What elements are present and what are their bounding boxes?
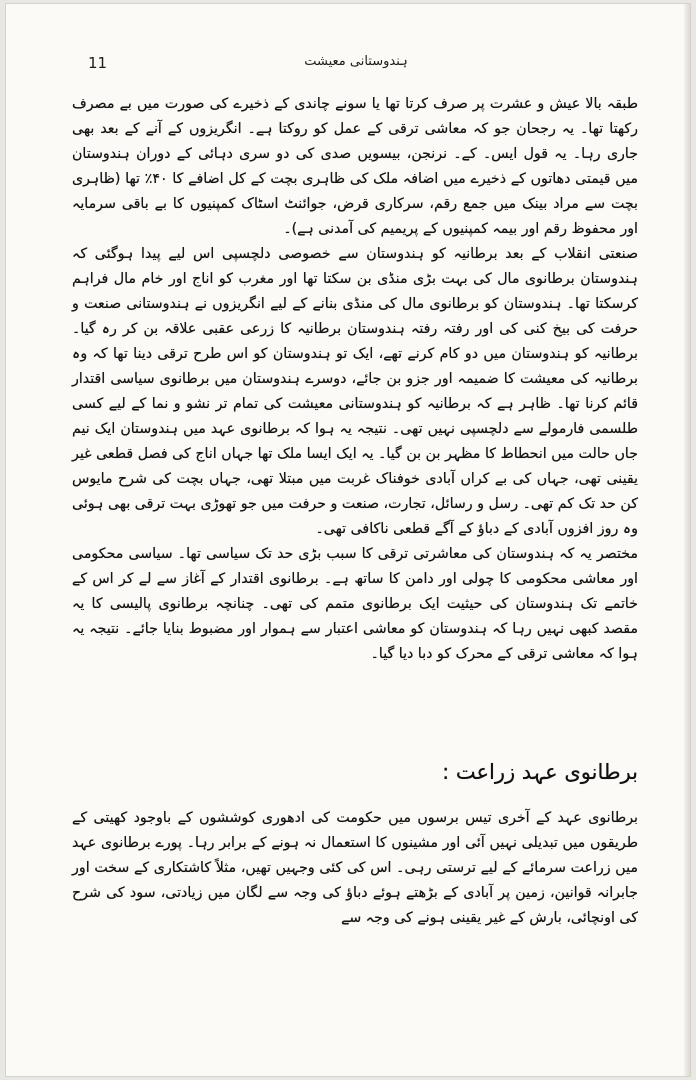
paragraph-3: مختصر یہ کہ ہندوستان کی معاشرتی ترقی کا سبب بڑی حد تک سیاسی تھا۔ سیاسی محکومی اور معاشی محکومی کا چولی اور دامن کا ساتھ ہے۔ برطانوی اقتدار کے آغاز سے لے کر اس کے خاتمے تک ہندوستان کی حیثیت ایک برطانوی متمم کی تھی۔ چنانچہ برطانوی پالیسی کا یہ مقصد کبھی نہیں رہا کہ ہندوستان کو معاشی اعتبار سے ہموار اور مضبوط بنایا جائے۔ نتیجہ یہ ہوا کہ معاشی ترقی کے محرک کو دبا دیا گیا۔ bbox=[72, 546, 638, 662]
section-paragraph: برطانوی عہد کے آخری تیس برسوں میں حکومت کی ادھوری کوششوں کے باوجود کھیتی کے طریقوں میں تبدیلی نہیں آئی اور مشینوں کا استعمال نہ ہونے کے برابر رہا۔ پورے برطانوی عہد میں زراعت سرمائے کے لیے ترستی رہی۔ اس کی کئی وجہیں تھیں، مثلاً کاشتکاری کے سخت اور جابرانہ قوانین، زمین پر آبادی کے بڑھتے ہوئے دباؤ کی وجہ سے لگان میں زیادتی، سود کی شرح کی اونچائی، بارش کے غیر یقینی ہونے کی وجہ سے bbox=[72, 810, 638, 926]
paragraph-2: صنعتی انقلاب کے بعد برطانیہ کو ہندوستان سے خصوصی دلچسپی اس لیے پیدا ہوگئی کہ ہندوستان برطانوی مال کی بہت بڑی منڈی بن سکتا تھا اور مغرب کو اناج اور خام مال فراہم کرسکتا تھا۔ ہندوستان کو برطانوی مال کی منڈی بنانے کے لیے انگریزوں نے ہندوستانی صنعت و حرفت کی بیخ کنی کی اور رفتہ رفتہ ہندوستان برطانیہ کا زرعی عقبی علاقہ بن کر رہ گیا۔ برطانیہ کو ہندوستان میں دو کام کرنے تھے، ایک تو ہندوستان کو اس طرح ترقی دینا تھا کہ وہ برطانیہ کی معیشت کا ضمیمہ اور جزو بن جائے، دوسرے ہندوستان میں برطانوی سیاسی اقتدار قائم کرنا تھا۔ ظاہر ہے کہ برطانیہ کو ہندوستانی معیشت کی تمام تر نشو و نما کے لیے کسی طلسمی فارمولے سے دلچسپی نہیں تھی۔ نتیجہ یہ ہوا کہ برطانوی عہد میں ہندوستان ایک نیم جاں حالت میں انحطاط کا مظہر بن بن گیا۔ یہ ایک ایسا ملک تھا جہاں اناج کی فصل قطعی غیر یقینی تھی، جہاں کی بے کراں آبادی خوفناک غربت میں مبتلا تھی، جہاں بچت کی شرح مایوس کن حد تک کم تھی۔ رسل و رسائل، تجارت، صنعت و حرفت میں جو تھوڑی بہت ترقی بھی ہوئی وہ روز افزوں آبادی کے دباؤ کے آگے قطعی ناکافی تھی۔ bbox=[72, 246, 638, 537]
book-page bbox=[6, 4, 690, 1076]
page-number: 11 bbox=[88, 54, 108, 72]
body-text bbox=[72, 92, 638, 667]
running-title: ہندوستانی معیشت bbox=[304, 54, 408, 69]
page-header bbox=[6, 54, 690, 78]
paragraph-1: طبقہ بالا عیش و عشرت پر صرف کرتا تھا یا سونے چاندی کے ذخیرے کی صورت میں بے مصرف رکھتا تھا۔ یہ رجحان جو کہ معاشی ترقی کے عمل کو روکتا ہے۔ انگریزوں کے آنے کے بعد بھی جاری رہا۔ یہ قول ایس۔ کے۔ نرنجن، بیسویں صدی کی دو سری دہائی کے دوران ہندوستان میں قیمتی دھاتوں کے ذخیرے میں اضافہ ملک کی ظاہری بچت کے کل اضافے کا ۴۰٪ تھا (ظاہری بچت سے مراد بینک میں جمع رقم، سرکاری قرض، جوائنٹ اسٹاک کمپنیوں کا بے باقی سرمایہ اور محفوظ رقم اور بیمہ کمپنیوں کے پریمیم کی آمدنی ہے)۔ bbox=[72, 96, 638, 237]
section-heading: برطانوی عہد زراعت : bbox=[442, 760, 638, 784]
page-edge-shadow bbox=[684, 4, 690, 1076]
